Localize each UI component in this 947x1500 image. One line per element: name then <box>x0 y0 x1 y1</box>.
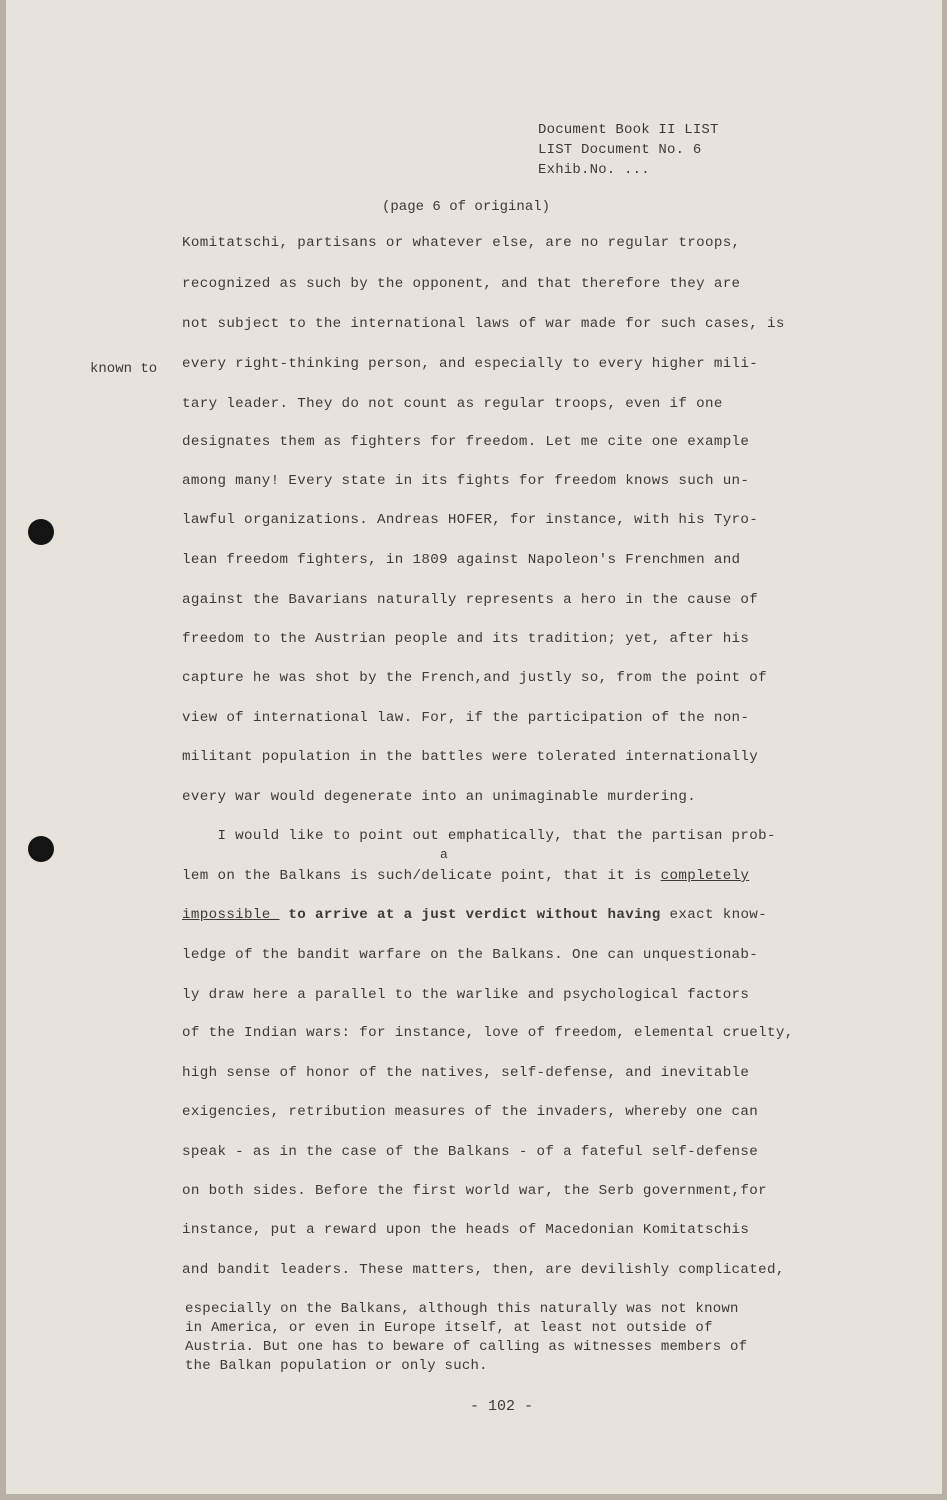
page-number: - 102 - <box>470 1398 534 1415</box>
text-line: every war would degenerate into an unimaginable murdering. <box>182 789 697 805</box>
punch-hole <box>28 836 54 862</box>
text-line: exigencies, retribution measures of the invaders, whereby one can <box>182 1104 759 1120</box>
page-reference: (page 6 of original) <box>382 199 551 215</box>
punch-hole <box>28 519 54 545</box>
document-header <box>538 120 719 180</box>
text-line: designates them as fighters for freedom. Let me cite one example <box>182 434 750 450</box>
text-line: especially on the Balkans, although this naturally was not known <box>185 1301 739 1317</box>
text-line: high sense of honor of the natives, self-defense, and inevitable <box>182 1065 750 1081</box>
text-line: the Balkan population or only such. <box>185 1358 488 1374</box>
text-line: view of international law. For, if the participation of the non- <box>182 710 750 726</box>
text-line: in America, or even in Europe itself, at least not outside of <box>185 1320 713 1336</box>
text-line: I would like to point out emphatically, that the partisan prob- <box>182 828 776 844</box>
text-line: tary leader. They do not count as regular troops, even if one <box>182 396 723 412</box>
text-line: of the Indian wars: for instance, love of freedom, elemental cruelty, <box>182 1025 794 1041</box>
text-line: freedom to the Austrian people and its tradition; yet, after his <box>182 631 750 647</box>
text-line: against the Bavarians naturally represents a hero in the cause of <box>182 592 759 608</box>
document-number: LIST Document No. 6 <box>538 142 702 158</box>
text-line: not subject to the international laws of war made for such cases, is <box>182 316 785 332</box>
text-line: militant population in the battles were tolerated internationally <box>182 749 759 765</box>
text-line: ledge of the bandit warfare on the Balkans. One can unquestionab- <box>182 947 759 963</box>
text-line: Austria. But one has to beware of calling as witnesses members of <box>185 1339 748 1355</box>
underlined-text: impossible_ <box>182 907 280 923</box>
text-line: Komitatschi, partisans or whatever else, are no regular troops, <box>182 235 741 251</box>
text-segment: lem on the Balkans is such/delicate point, that it is <box>182 868 661 884</box>
text-line: and bandit leaders. These matters, then, are devilishly complicated, <box>182 1262 785 1278</box>
margin-note: known to <box>90 361 158 377</box>
text-line: speak - as in the case of the Balkans - of a fateful self-defense <box>182 1144 759 1160</box>
text-line <box>182 868 749 884</box>
text-line: recognized as such by the opponent, and that therefore they are <box>182 276 741 292</box>
text-segment: exact know- <box>660 907 768 923</box>
text-line <box>182 907 767 923</box>
text-line: instance, put a reward upon the heads of Macedonian Komitatschis <box>182 1222 750 1238</box>
text-line: lawful organizations. Andreas HOFER, for instance, with his Tyro- <box>182 512 759 528</box>
exhibit-number: Exhib.No. ... <box>538 162 650 178</box>
text-line: ly draw here a parallel to the warlike and psychological factors <box>182 987 750 1003</box>
text-line: lean freedom fighters, in 1809 against Napoleon's Frenchmen and <box>182 552 741 568</box>
bold-text: to arrive at a just verdict without having <box>279 907 661 923</box>
text-line: among many! Every state in its fights for freedom knows such un- <box>182 473 750 489</box>
insertion-mark: a <box>440 847 448 862</box>
text-line: every right-thinking person, and especially to every higher mili- <box>182 356 759 372</box>
underlined-text: completely <box>660 868 750 884</box>
text-line: on both sides. Before the first world war, the Serb government,for <box>182 1183 768 1199</box>
text-line: capture he was shot by the French,and justly so, from the point of <box>182 670 768 686</box>
document-book: Document Book II LIST <box>538 122 719 138</box>
